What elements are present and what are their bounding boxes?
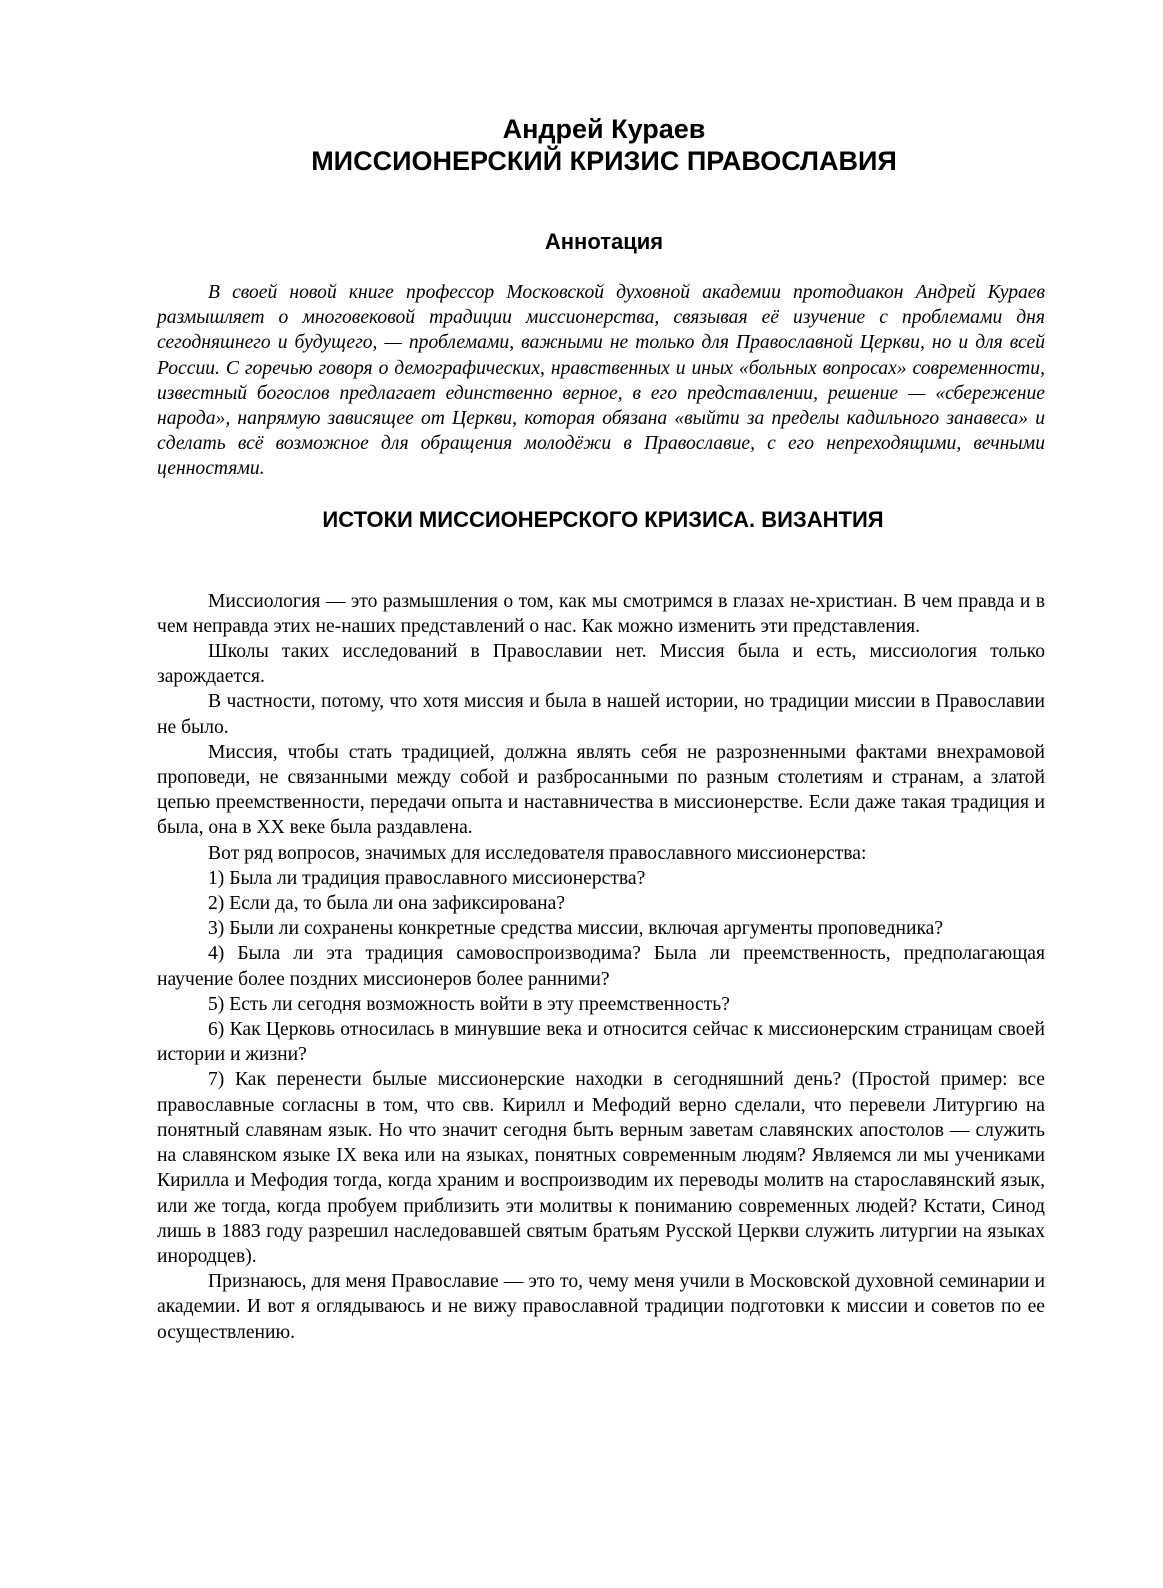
body-paragraph: Вот ряд вопросов, значимых для исследователя православного миссионерства: (208, 842, 867, 864)
question-item: 3) Были ли сохранены конкретные средства миссии, включая аргументы проповедника? (208, 918, 944, 940)
body-paragraph: Признаюсь, для меня Православие — это то, чему меня учили в Московской духовной семинарии и академии. И вот я оглядываюсь и не вижу православной традиции подготовки к миссии и советов по ее осуществлению. (157, 1271, 1045, 1343)
document-page (157, 113, 1045, 1345)
author-name: Андрей Кураев (502, 114, 706, 144)
annotation-text: В своей новой книге профессор Московской духовной академии протодиакон Андрей Кураев размышляет о многовековой традиции миссионерства, связывая её изучение с проблемами дня сегодняшнего и будущего, — проблемами, важными не только для Православной Церкви, но и для всей России. С горечью говоря о демографических, нравственных и иных «больных вопросах» современности, известный богослов предлагает единственно верное, в его представлении, решение — «сбережение народа», напрямую зависящее от Церкви, которая обязана «выйти за пределы кадильного занавеса» и сделать всё возможное для обращения молодёжи в Православие, с его непреходящими, вечными ценностями. (157, 282, 1045, 480)
chapter-heading: ИСТОКИ МИССИОНЕРСКОГО КРИЗИСА. ВИЗАНТИЯ (322, 506, 884, 532)
body-paragraph: Миссия, чтобы стать традицией, должна являть себя не разрозненными фактами внехрамовой проповеди, не связанными между собой и разбросанными по разным столетиям и странам, а златой цепью преемственности, передачи опыта и наставничества в миссионерстве. Если даже такая традиция и была, она в XX веке была раздавлена. (157, 741, 1045, 839)
question-item: 7) Как перенести былые миссионерские находки в сегодняшний день? (Простой пример: все православные согласны в том, что свв. Кирилл и Мефодий верно сделали, что перевели Литургию на понятный славянам язык. Но что значит сегодня быть верным заветам славянских апостолов — служить на славянском языке IX века или на языках, понятных современным людям? Являемся ли мы учениками Кирилла и Мефодия тогда, когда храним и воспроизводим их переводы молитв на старославянский язык, или же тогда, когда пробуем приблизить эти молитвы к пониманию современных людей? Кстати, Синод лишь в 1883 году разрешил наследовавшей святым братьям Русской Церкви служить литургии на языках инородцев). (157, 1069, 1045, 1267)
question-item: 2) Если да, то была ли она зафиксирована? (208, 893, 566, 915)
question-item: 1) Была ли традиция православного миссионерства? (208, 867, 646, 889)
book-title: МИССИОНЕРСКИЙ КРИЗИС ПРАВОСЛАВИЯ (311, 146, 897, 176)
question-item: 4) Была ли эта традиция самовоспроизводима? Была ли преемственность, предполагающая научение более поздних миссионеров более ранними? (157, 943, 1045, 990)
chapter-body (157, 589, 1045, 1345)
question-item: 6) Как Церковь относилась в минувшие века и относится сейчас к миссионерским страницам своей истории и жизни? (157, 1019, 1045, 1066)
body-paragraph: Миссиология — это размышления о том, как мы смотримся в глазах не-христиан. В чем правда и в чем неправда этих не-наших представлений о нас. Как можно изменить эти представления. (157, 590, 1045, 637)
annotation-heading: Аннотация (544, 229, 664, 254)
question-item: 5) Есть ли сегодня возможность войти в эту преемственность? (208, 993, 730, 1015)
body-paragraph: В частности, потому, что хотя миссия и была в нашей истории, но традиции миссии в Православии не было. (157, 691, 1045, 738)
body-paragraph: Школы таких исследований в Православии нет. Миссия была и есть, миссиология только зарождается. (157, 641, 1045, 688)
